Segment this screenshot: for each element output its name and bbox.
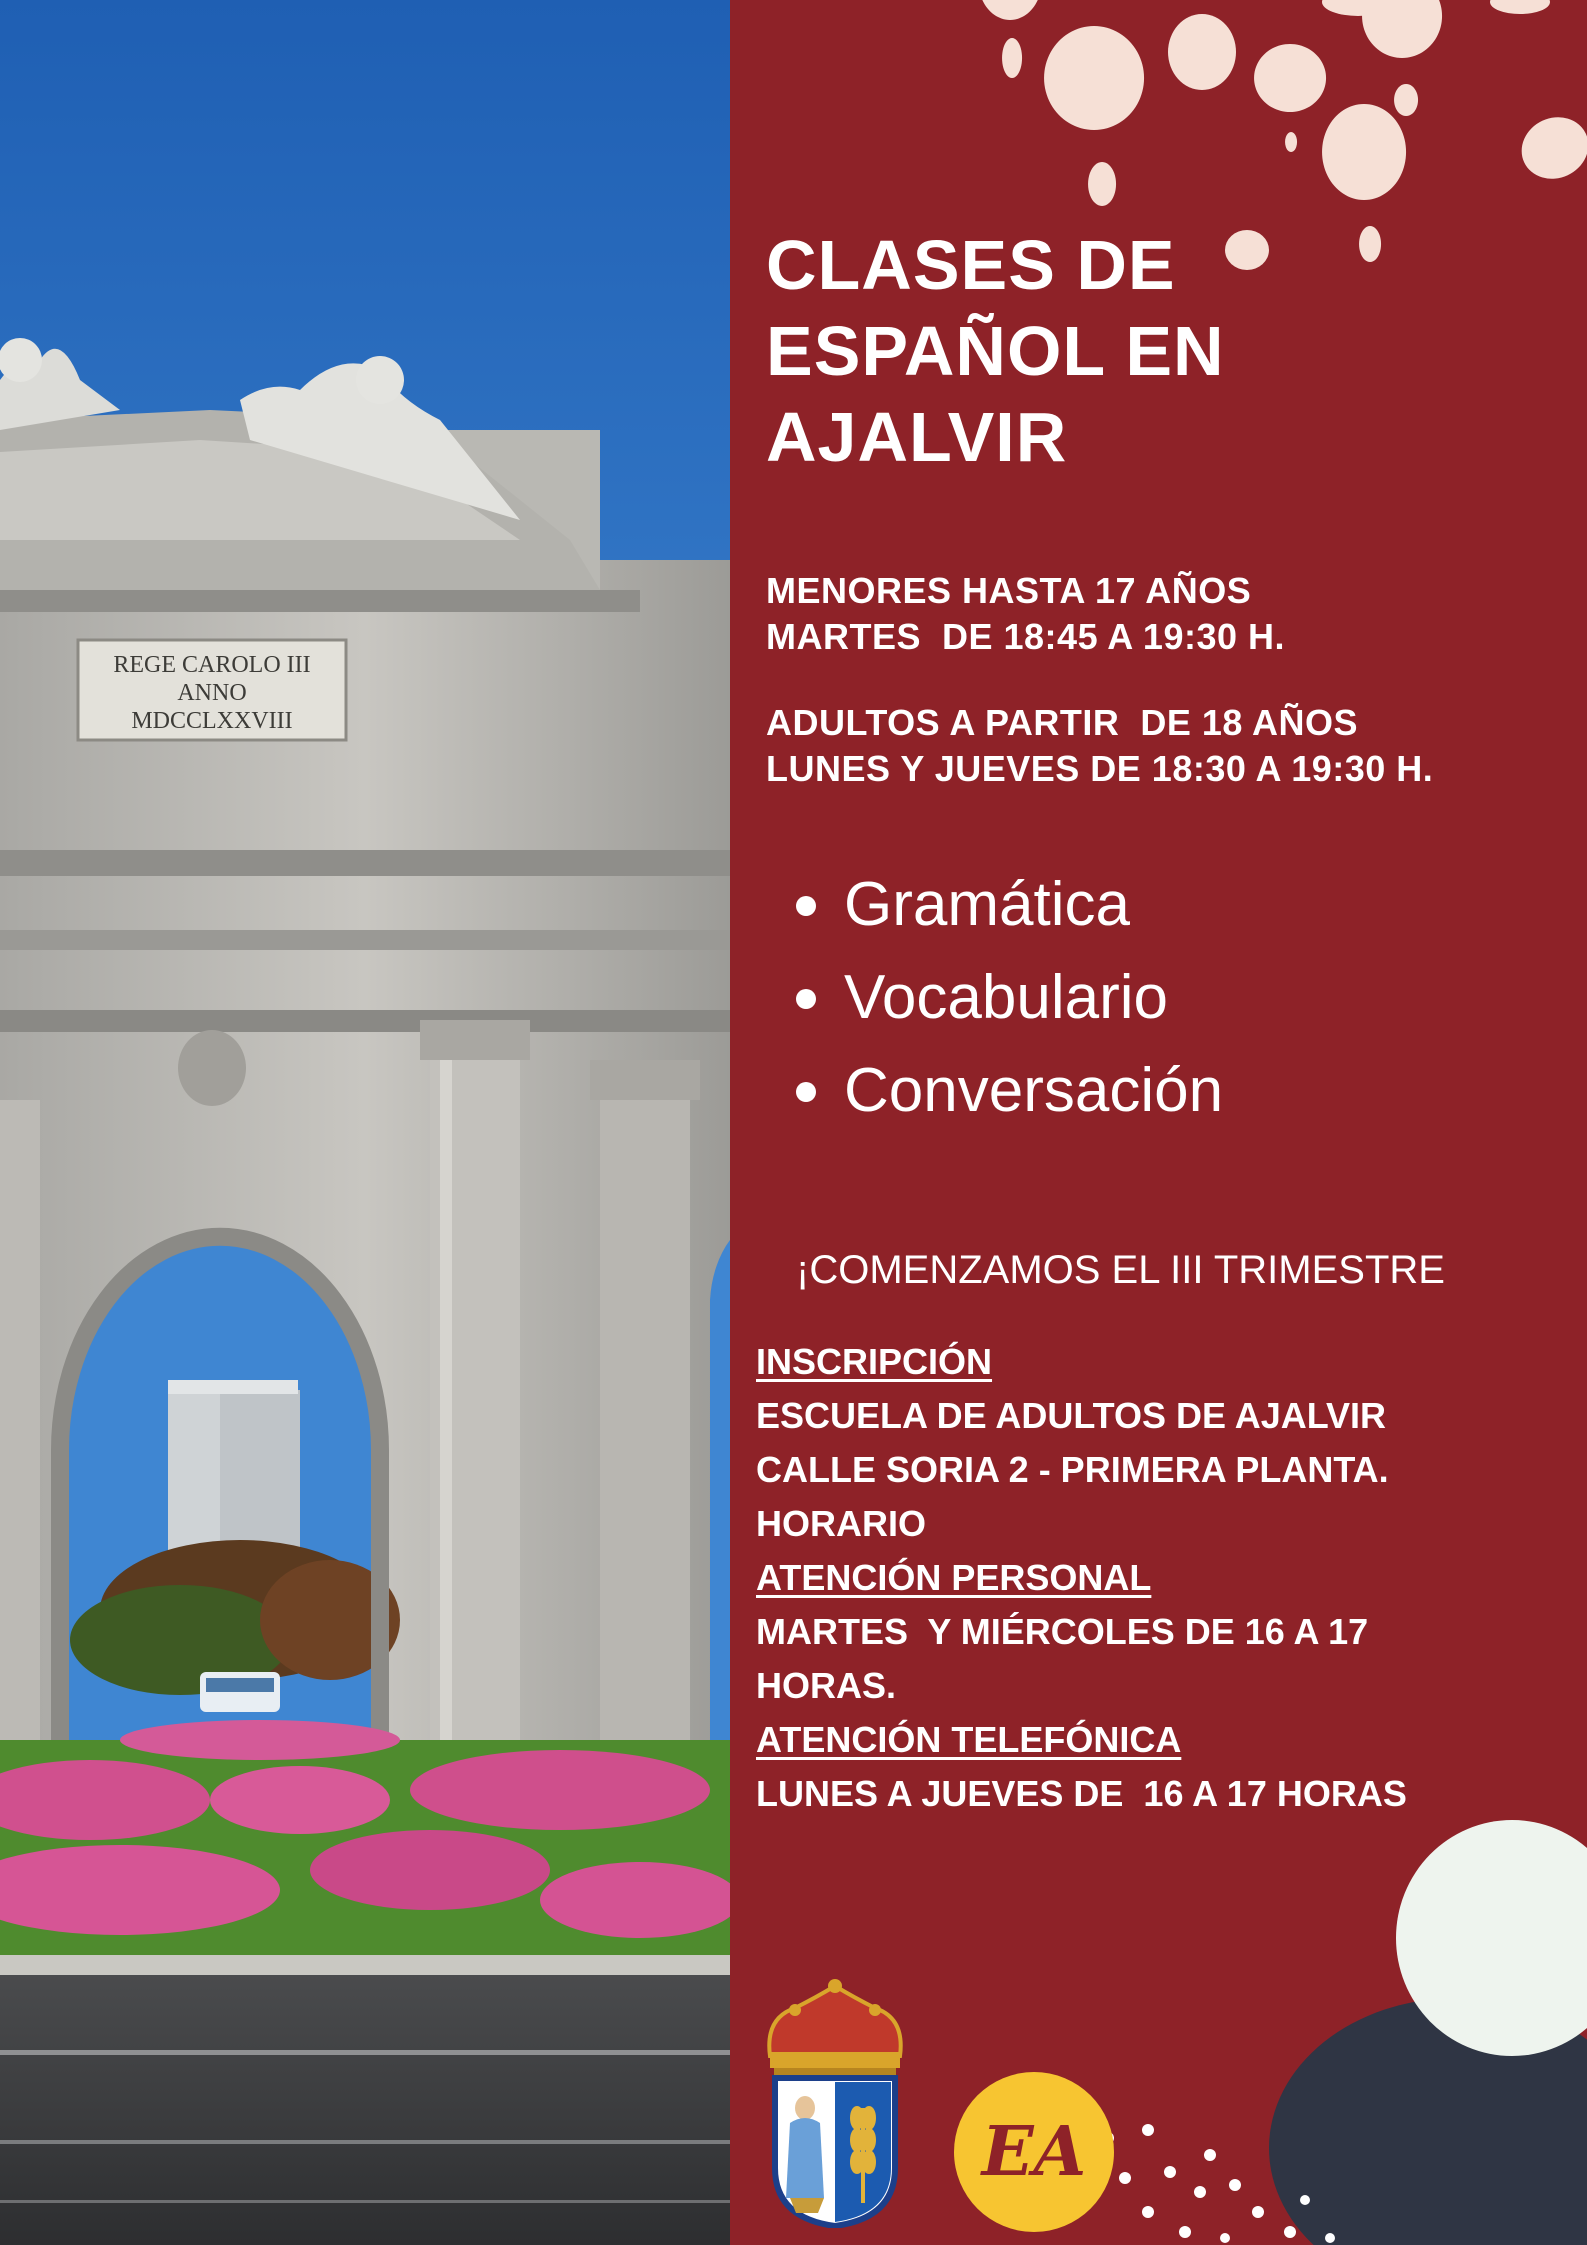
phone-hours: LUNES A JUEVES DE 16 A 17 HORAS bbox=[756, 1773, 1407, 1814]
inscription-place: ESCUELA DE ADULTOS DE AJALVIR bbox=[756, 1395, 1387, 1436]
info-panel bbox=[730, 0, 1587, 2245]
bullet-icon bbox=[796, 989, 816, 1009]
hours-label: HORARIO bbox=[756, 1503, 926, 1544]
flyer-title bbox=[766, 222, 1326, 480]
puerta-de-alcala-photo bbox=[0, 0, 730, 2245]
topic-label: Gramática bbox=[844, 870, 1130, 939]
title-line-1: CLASES DE bbox=[766, 226, 1176, 304]
plaque-line-1: REGE CAROLO III bbox=[113, 652, 311, 678]
bullet-icon bbox=[796, 1082, 816, 1102]
personal-hours-line-1: MARTES Y MIÉRCOLES DE 16 A 17 bbox=[756, 1611, 1369, 1652]
schedule-adults-group: ADULTOS A PARTIR DE 18 AÑOS bbox=[766, 702, 1359, 743]
schedule-minors bbox=[766, 568, 1526, 660]
schedule-adults-time: LUNES Y JUEVES DE 18:30 A 19:30 H. bbox=[766, 748, 1434, 789]
schedule-minors-time: MARTES DE 18:45 A 19:30 H. bbox=[766, 616, 1285, 657]
personal-heading: ATENCIÓN PERSONAL bbox=[756, 1557, 1152, 1598]
topic-label: Vocabulario bbox=[844, 963, 1169, 1032]
inscription-heading: INSCRIPCIÓN bbox=[756, 1341, 993, 1382]
list-item bbox=[788, 951, 1223, 1044]
list-item bbox=[788, 858, 1223, 951]
plaque-line-2: ANNO bbox=[177, 680, 247, 706]
list-item bbox=[788, 1044, 1223, 1137]
inscription-address: CALLE SORIA 2 - PRIMERA PLANTA. bbox=[756, 1449, 1389, 1490]
bullet-icon bbox=[796, 896, 816, 916]
schedule-minors-group: MENORES HASTA 17 AÑOS bbox=[766, 570, 1252, 611]
inscription-info bbox=[756, 1335, 1476, 1821]
ajalvir-crest-icon bbox=[760, 1978, 910, 2228]
topics-list bbox=[788, 858, 1223, 1137]
schedule-adults bbox=[766, 700, 1526, 792]
phone-heading: ATENCIÓN TELEFÓNICA bbox=[756, 1719, 1182, 1760]
topic-label: Conversación bbox=[844, 1056, 1224, 1125]
title-line-3: AJALVIR bbox=[766, 398, 1068, 476]
plaque-line-3: MDCCLXXVIII bbox=[131, 708, 293, 734]
personal-hours-line-2: HORAS. bbox=[756, 1665, 897, 1706]
title-line-2: ESPAÑOL EN bbox=[766, 312, 1225, 390]
announcement: ¡COMENZAMOS EL III TRIMESTRE bbox=[796, 1248, 1445, 1292]
escuela-adultos-logo bbox=[954, 2072, 1114, 2232]
logo-text: EA bbox=[981, 2112, 1087, 2192]
